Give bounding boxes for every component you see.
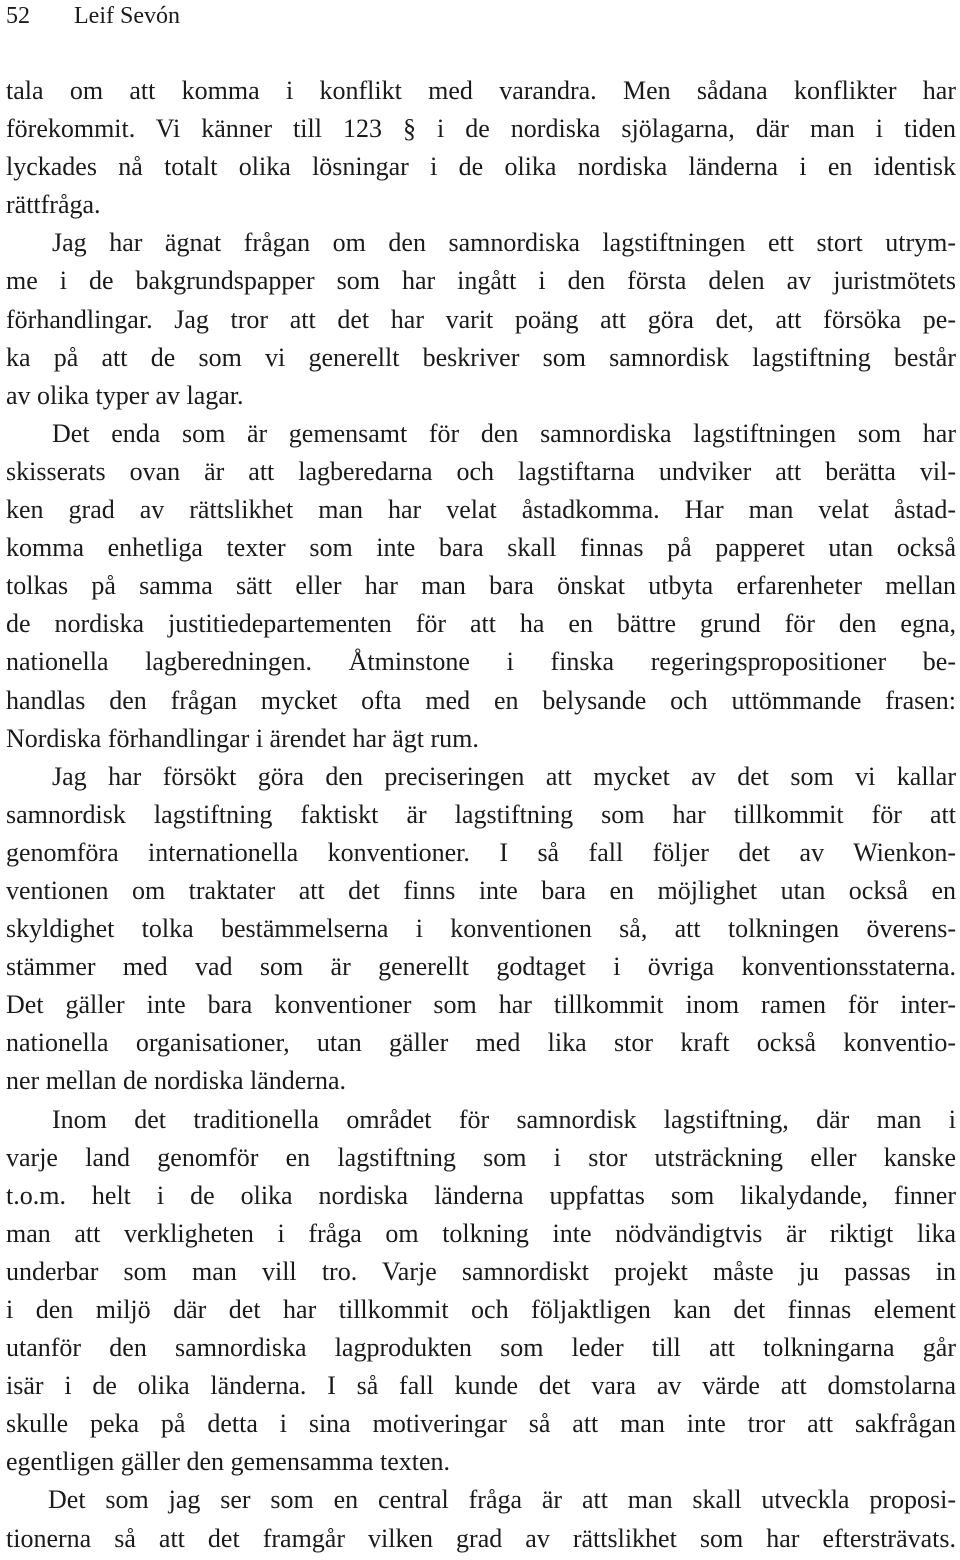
text-line: egentligen gäller den gemensamma texten. (6, 1447, 450, 1477)
text-line: av olika typer av lagar. (6, 380, 244, 410)
text-line: lyckades nå totalt olika lösningar i de olika nordiska länderna i en identisk (6, 152, 956, 182)
text-line: Det enda som är gemensamt för den samnordiska lagstiftningen som har (52, 418, 956, 448)
text-line: tionerna så att det framgår vilken grad av rättslikhet som har eftersträvats. (6, 1523, 956, 1553)
text-line: i den miljö där det har tillkommit och följaktligen kan det finnas element (6, 1295, 956, 1324)
text-line: man att verkligheten i fråga om tolkning inte nödvändigtvis är riktigt lika (6, 1218, 956, 1248)
text-line: nationella lagberedningen. Åtminstone i finska regeringspropositioner be- (6, 647, 956, 677)
text-line: ventionen om traktater att det finns inte bara en möjlighet utan också en (6, 875, 956, 905)
text-line: genomföra internationella konventioner. I så fall följer det av Wienkon- (6, 837, 956, 867)
text-line: nationella organisationer, utan gäller med lika stor kraft också konventio- (6, 1028, 956, 1058)
text-line: Inom det traditionella området för samnordisk lagstiftning, där man i (52, 1104, 956, 1134)
text-line: skisserats ovan är att lagberedarna och lagstiftarna undviker att berätta vil- (6, 456, 956, 486)
text-line: förekommit. Vi känner till 123 § i de nordiska sjölagarna, där man i tiden (6, 114, 956, 144)
text-line: tala om att komma i konflikt med varandra. Men sådana konflikter har (6, 76, 956, 105)
text-line: ner mellan de nordiska länderna. (6, 1066, 347, 1096)
text-line: ka på att de som vi generellt beskriver som samnordisk lagstiftning består (6, 342, 956, 372)
text-line: Nordiska förhandlingar i ärendet har ägt rum. (6, 723, 479, 753)
text-line: me i de bakgrundspapper som har ingått i den första delen av juristmötets (6, 266, 956, 296)
text-line: stämmer med vad som är generellt godtaget i övriga konventionsstaterna. (6, 952, 956, 982)
text-line: handlas den frågan mycket ofta med en belysande och uttömmande frasen: (6, 685, 956, 715)
text-line: de nordiska justitiedepartementen för att ha en bättre grund för den egna, (6, 609, 956, 639)
text-line: isär i de olika länderna. I så fall kunde det vara av värde att domstolarna (6, 1371, 956, 1401)
text-line: rättfråga. (6, 190, 101, 220)
body-text (6, 72, 956, 1558)
text-line: t.o.m. helt i de olika nordiska länderna uppfattas som likalydande, finner (6, 1180, 956, 1210)
text-line: förhandlingar. Jag tror att det har varit poäng att göra det, att försöka pe- (6, 304, 956, 334)
text-line: Jag har ägnat frågan om den samnordiska lagstiftningen ett stort utrym- (52, 228, 956, 258)
text-line: underbar som man vill tro. Varje samnordiskt projekt måste ju passas in (6, 1256, 956, 1286)
page-number: 52 (6, 3, 30, 29)
text-line: skulle peka på detta i sina motiveringar så att man inte tror att sakfrågan (6, 1409, 956, 1439)
text-line: utanför den samnordiska lagprodukten som leder till att tolkningarna går (6, 1333, 956, 1363)
text-line: komma enhetliga texter som inte bara skall finnas på papperet utan också (6, 533, 956, 563)
running-header-author: Leif Sevón (74, 3, 180, 29)
text-line: Det gäller inte bara konventioner som har tillkommit inom ramen för inter- (6, 990, 956, 1020)
text-line: tolkas på samma sätt eller har man bara önskat utbyta erfarenheter mellan (6, 571, 956, 601)
running-header (6, 0, 180, 32)
text-line: varje land genomför en lagstiftning som i stor utsträckning eller kanske (6, 1142, 956, 1172)
text-line: Det som jag ser som en central fråga är att man skall utveckla proposi- (48, 1485, 956, 1515)
text-line: Jag har försökt göra den preciseringen att mycket av det som vi kallar (52, 761, 956, 791)
text-line: ken grad av rättslikhet man har velat åstadkomma. Har man velat åstad- (6, 495, 956, 525)
text-line: samnordisk lagstiftning faktiskt är lagstiftning som har tillkommit för att (6, 799, 956, 829)
text-line: skyldighet tolka bestämmelserna i konventionen så, att tolkningen överens- (6, 914, 956, 944)
